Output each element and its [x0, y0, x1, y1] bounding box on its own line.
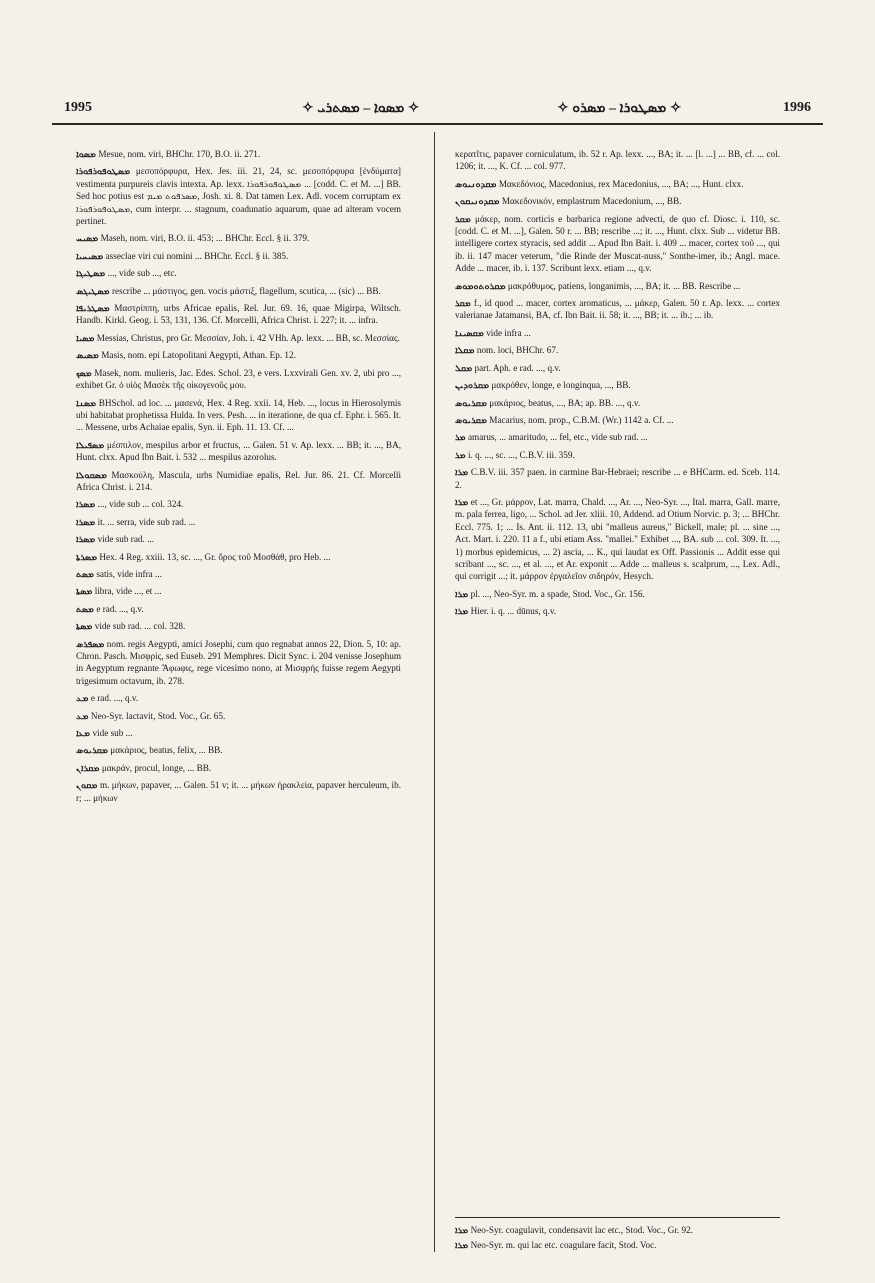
dictionary-entry [455, 344, 780, 356]
dictionary-entry [76, 585, 401, 597]
dictionary-entry [455, 588, 780, 600]
entry-headword: ܡܣܬܐ [76, 621, 95, 632]
entry-headword: ܡܣܝܚܝܐ [76, 250, 106, 261]
right-running-title: ✧ ܡܣܛܘܪܐ – ܡܣܪܘ ✧ [557, 101, 682, 116]
entry-text: vide sub rad. ... [97, 534, 154, 545]
entry-headword: ܡܩܪܝܘܣ [76, 745, 111, 756]
entry-headword: ܡܩܠ [455, 362, 475, 373]
right-column [455, 148, 780, 623]
dictionary-entry [76, 349, 401, 361]
entry-headword: ܡܪ [455, 432, 468, 443]
dictionary-entry [455, 397, 780, 409]
dictionary-entry [455, 213, 780, 275]
entry-headword: ܡܩܪܝܘܣ [455, 414, 490, 425]
entry-text: Masis, nom. epi Latopolitani Aegypti, Athan. Ep. 12. [101, 350, 296, 361]
dictionary-entry [76, 727, 401, 739]
dictionary-entry [76, 551, 401, 563]
entry-text: amarus, ... amaritudo, ... fel, etc., vide sub rad. ... [467, 432, 648, 443]
entry-text: ..., vide sub ..., etc. [107, 268, 177, 279]
header-rule [52, 123, 823, 125]
entry-text: Μαστρίππη, urbs Africae epalis, Rel. Jur. 69. 16, quae Migirpa, Wiltsch. Handb. Kirkl. Geog. i. 53, 131, 136. Cf. Morcelli, Africa Christ. i. 227; it. ... infra. [76, 303, 402, 326]
left-page-number: 1995 [64, 100, 92, 115]
entry-text: it. ... serra, vide sub rad. ... [97, 516, 196, 527]
dictionary-entry [76, 285, 401, 297]
entry-text: pl. ..., Neo-Syr. m. a spade, Stod. Voc., Gr. 156. [470, 588, 645, 599]
entry-text: vide sub ... [92, 728, 133, 739]
entry-text: et ..., Gr. μάρρον, Lat. marra, Chald. ..., Ar. ..., Neo-Syr. ..., Ital. marra, Gall. marre, m. pala ferrea, ligo, ... Schol. ad Jer. xliii. 10, Addend. ad Otium Norvic. p. 3; ... BHChr. Eccl. 775. 1; ... Is. Ant. ii. 112. 13, ubi "malleus aureus," Bickell, male; pl. ... sine ..., Act. Mart. i. 220. 11 a f., ubi etiam Ass. "mallei." Exhibet ..., BA. sub ... col. 309. It. ..., 1) morbus epidemicus, ... 2) ascia, ... K., qui laudat ex Off. Passionis ... Addit esse qui scribant ..., sc. ..., et al. ..., et Ar. exponit ... Adde ... malleus s. scalprum, ..., Lex. Adl., qui corrigit ...; it. μάρρον ἐργαλεῖον σιδηρόν, Hesych. [455, 496, 780, 582]
entry-headword: ܡܪܐ [455, 1225, 471, 1235]
entry-text: Μασκούλη, Mascula, urbs Numidiae epalis, Rel. Jur. 86. 21. Cf. Morcelli Africa Christ. i. 214. [76, 469, 402, 492]
entry-text: nom. loci, BHChr. 67. [476, 345, 559, 356]
entry-text: μακρόθυμος, patiens, longanimis, ..., BA; it. ... BB. Rescribe ... [507, 280, 741, 291]
left-running-title: ✧ ܡܣܘܐ – ܡܣܬܪܝ ✧ [302, 101, 420, 116]
entry-text: Neo-Syr. lactavit, Stod. Voc., Gr. 65. [90, 710, 226, 721]
entry-headword: ܡܣܟ [76, 367, 95, 378]
dictionary-entry [76, 762, 401, 774]
entry-headword: ܡܣܩܘܠܐ [76, 469, 112, 480]
dictionary-entry [76, 232, 401, 244]
entry-headword: ܡܣܘܐ [76, 149, 99, 159]
entry-text: μέσπιλον, mespilus arbor et fructus, ... Galen. 51 v. Ap. lexx. ... BB; it. ..., BA, Hunt. clxx. Apud Ibn Bait. i. 532 ... mespilus azorolus. [76, 439, 401, 463]
entry-text: Neo-Syr. m. qui lac etc. coagulare facit, Stod. Voc. [470, 1240, 657, 1251]
entry-text: ..., vide sub ... col. 324. [97, 499, 184, 510]
entry-headword: ܡܣܪܐ [76, 534, 98, 545]
entry-headword: ܡܪܐ [455, 467, 471, 478]
dictionary-entry [76, 267, 401, 279]
column-divider [434, 132, 435, 1252]
entry-headword: ܡܥܐ [76, 728, 93, 739]
entry-headword: ܡܪ [455, 449, 468, 460]
entry-text: Hier. i. q. ... dūnus, q.v. [470, 606, 557, 617]
dictionary-entry [76, 250, 401, 262]
entry-headword: ܡܣܬ [76, 568, 97, 579]
dictionary-entry [76, 332, 401, 344]
entry-text: C.B.V. iii. 357 paen. in carmine Bar-Hebraei; rescribe ... e BHCarm. ed. Sceb. 114. 2. [455, 467, 780, 490]
page-header [52, 100, 823, 122]
entry-text: Neo-Syr. coagulavit, condensavit lac etc., Stod. Voc., Gr. 92. [470, 1225, 693, 1235]
dictionary-entry [455, 1224, 780, 1236]
entry-text: κερατῖτις, papaver corniculatum, ib. 52 r. Ap. lexx. ..., BA; it. ... [l. ...] ... BB, cf. ... col. 1206; it. ..., K. Cf. ... col. 977. [455, 149, 780, 172]
entry-headword: ܡܩܪ [455, 213, 476, 224]
entry-text: Masek, nom. mulieris, Jac. Edes. Schol. 23, e vers. Lxxvirali Gen. xv. 2, ubi pro ..., exhibet Gr. ὁ υἱὸς Μασὲκ τῆς οἰκογενοῦς μου. [76, 367, 402, 391]
entry-headword: ܡܩܪܐܢ [76, 762, 102, 773]
entry-headword: ܡܩܣܝܢܐ [455, 327, 487, 338]
dictionary-entry [76, 302, 401, 327]
entry-text: i. q. ..., sc. ..., C.B.V. iii. 359. [467, 449, 575, 460]
entry-headword: ܡܣܬ [76, 603, 97, 614]
entry-headword: ܡܩܠܐ [455, 345, 477, 356]
entry-headword: ܡܣܝܣ [76, 350, 102, 361]
entry-text: satis, vide infra ... [96, 568, 162, 579]
entry-headword: ܡܣܛܝܓܐ [76, 268, 108, 279]
dictionary-entry [76, 469, 401, 494]
entry-headword: ܡܣܪܐ [76, 516, 98, 527]
entry-text: asseclae viri cui nomini ... BHChr. Eccl. § ii. 385. [105, 250, 289, 261]
entry-headword: ܡܣܦܪܣ [76, 638, 107, 649]
entry-headword: ܡܪܐ [455, 496, 471, 507]
dictionary-entry [76, 498, 401, 510]
left-column [76, 148, 401, 809]
footnote-rule [455, 1217, 780, 1218]
entry-headword: ܡܪܐ [455, 588, 471, 599]
entry-headword: ܡܣܢܐ [76, 397, 99, 408]
dictionary-entry [76, 779, 401, 804]
entry-headword: ܡܥ [76, 710, 91, 721]
dictionary-entry [76, 516, 401, 528]
entry-headword: ܡܣܛܘܦܘܪܦܘܪܐ [76, 166, 136, 177]
entry-headword: ܡܩܘܢ [76, 780, 100, 791]
dictionary-entry [455, 178, 780, 190]
entry-headword: ܡܣܝܐ [76, 332, 97, 343]
right-page-number: 1996 [783, 100, 811, 115]
entry-text: part. Aph. e rad. ..., q.v. [474, 362, 561, 373]
entry-text: f., id quod ... macer, cortex aromaticus, ... μάκερ, Galen. 50 r. Ap. lexx. ... cortex valerianae Jatamansi, BA, cf. Ibn Bait. ii. 58; it. ..., BB; it. ... ib.; ... ib. [455, 298, 781, 321]
dictionary-entry [455, 362, 780, 374]
entry-headword: ܡܣܛܝܓܣ [76, 285, 112, 296]
entry-headword: ܡܩܕܘܢܝܘܣ [455, 178, 499, 189]
entry-text: e rad. ..., q.v. [96, 603, 144, 614]
dictionary-entry [455, 280, 780, 292]
entry-text: μακράν, procul, longe, ... BB. [101, 762, 212, 773]
dictionary-entry [455, 466, 780, 491]
entry-headword: ܡܣܦܝܠܐ [76, 439, 107, 450]
entry-headword: ܡܪܐ [455, 606, 471, 617]
entry-text: vide sub rad. ... col. 328. [94, 621, 186, 632]
dictionary-entry [455, 379, 780, 391]
entry-text: Messias, Christus, pro Gr. Μεσσίαν, Joh. i. 42 VHh. Ap. lexx. ... BB, sc. Μεσσίας. [96, 332, 400, 343]
entry-headword: ܡܩܪܘܬܘܡܘܣ [455, 280, 508, 291]
dictionary-entry [455, 449, 780, 461]
entry-text: μακάριος, beatus, felix, ... BB. [110, 745, 223, 756]
dictionary-entry [455, 431, 780, 443]
entry-headword: ܡܩܪܝܘܣ [455, 397, 490, 408]
entry-text: μακάριος, beatus, ..., BA; ap. BB. ..., q.v. [489, 397, 641, 408]
entry-headword: ܡܩܕܘܢܝܩܘܢ [455, 196, 502, 207]
entry-text: rescribe ... μάστιγος, gen. vocis μάστιξ, flagellum, scutica, ... (sic) ... BB. [112, 285, 381, 296]
dictionary-entry [76, 533, 401, 545]
entry-headword: ܡܣܝܚ [76, 233, 101, 244]
entry-headword: ܡܣܪܐ [76, 499, 98, 510]
entry-text: libra, vide ..., et ... [94, 586, 162, 597]
dictionary-entry [76, 744, 401, 756]
entry-text: μάκερ, nom. corticis e barbarica regione advecti, de quo cf. Diosc. i. 110, sc. [codd. C. et M. ...], Galen. 50 r. ... BB; rescribe ...; it. ..., Hunt. clxx. Sub ... videtur BB. intelligere cortex styracis, sed addit ... Apud Ibn Bait. i. 409 ... macer, cortex τοῦ ..., qui ib. ii. 147 macer veterum, "die Rinde der Muscat-nuss," Sonthe-imer, ib.; Angl. mace. Adde ... macer, ib. i. 137. Scribunt lexx. etiam ..., q.v. [455, 213, 780, 274]
entry-text: m. μήκων, papaver, ... Galen. 51 v; it. ... μήκων ἡρακλεία, papaver herculeum, ib. r; ... μήκων [76, 780, 401, 803]
dictionary-entry [76, 165, 401, 227]
entry-headword: ܡܪܐ [455, 1240, 471, 1251]
dictionary-entry [455, 195, 780, 207]
entry-text: Macarius, nom. prop., C.B.M. (Wr.) 1142 a. Cf. ... [489, 414, 674, 425]
dictionary-entry [76, 367, 401, 392]
dictionary-entry [455, 1239, 780, 1251]
entry-text: μακρόθεν, longe, e longinqua, ..., BB. [491, 380, 631, 391]
entry-headword: ܡܩܪ [455, 298, 474, 309]
dictionary-entry [455, 605, 780, 617]
dictionary-entry [455, 327, 780, 339]
dictionary-entry [455, 496, 780, 583]
entry-headword: ܡܩܪܘܕܝܢ [455, 380, 492, 391]
entry-text: Maseh, nom. viri, B.O. ii. 453; ... BHChr. Eccl. § ii. 379. [100, 233, 310, 244]
entry-text: e rad. ..., q.v. [90, 693, 139, 704]
entry-text: Μακεδονικόν, emplastrum Macedonium, ..., BB. [501, 196, 682, 207]
dictionary-entry [455, 414, 780, 426]
entry-text: Mesue, nom. viri, BHChr. 170, B.O. ii. 271. [98, 149, 261, 159]
dictionary-entry [76, 568, 401, 580]
entry-text: μεσοπόρφυρα, Hex. Jes. iii. 21, 24, sc. μεσοπόρφυρα [ἐνδύματα] vestimenta purpureis clavis intexta. Ap. lexx. ܡܣܛܘܦܘܪܦܘܪܐ ... [codd. C. et M. ...] BB. Sed hoc potius est ܡܣܪܦܘܬ ܡܝܡ, Josh. xi. 8. Dat tamen Lex. Adl. vocem corruptam ex ܡܣܛܘܦܘܪܦܘܪܐ, cum interpr. ... stagnum, coadunatio aquarum, quae ad alteram vocem pertinet. [76, 166, 401, 227]
entry-headword: ܡܣܛܪܝܦܐ [76, 303, 115, 314]
entry-text: Μακεδόνιος, Macedonius, rex Macedonius, ..., BA; ..., Hunt. clxx. [498, 178, 744, 189]
dictionary-entry [455, 148, 780, 173]
dictionary-entry [455, 297, 780, 322]
entry-text: Hex. 4 Reg. xxiii. 13, sc. ..., Gr. ὄρος τοῦ Μοσθάθ, pro Heb. ... [99, 551, 331, 562]
dictionary-entry [76, 620, 401, 632]
dictionary-entry [76, 638, 401, 688]
footnotes [455, 1224, 780, 1255]
entry-headword: ܡܣܪܬܐ [76, 551, 100, 562]
dictionary-entry [76, 148, 401, 160]
entry-text: BHSchol. ad loc. ... μασενά, Hex. 4 Reg. xxii. 14, Heb. ..., locus in Hierosolymis ubi habitabat prophetissa Hulda. In vers. Pesh. ... in iteratione, de qua cf. Ephr. i. 565. It. ... Messene, urbs Achaiae epalis, Syn. ii. Eph. 11. 13. Cf. ... [76, 397, 402, 433]
dictionary-entry [76, 692, 401, 704]
dictionary-entry [76, 397, 401, 434]
entry-headword: ܡܣܬܐ [76, 586, 95, 597]
entry-headword: ܡܥ [76, 693, 91, 704]
dictionary-entry [76, 603, 401, 615]
entry-text: vide infra ... [486, 327, 531, 338]
dictionary-entry [76, 710, 401, 722]
entry-text: nom. regis Aegypti, amici Josephi, cum quo regnabat annos 22, Dion. 5, 10: ap. Chron. Pasch. Μισφρίς, sed Euseb. 291 Memphres. Dicit Sync. i. 204 venisse Josephum in Aegyptum regnante Ἄφωφις, rege vicesimo nono, at Μισφρής fuisse regem Aegypti trigesimum octavum, ib. 278. [76, 638, 402, 686]
dictionary-entry [76, 439, 401, 464]
